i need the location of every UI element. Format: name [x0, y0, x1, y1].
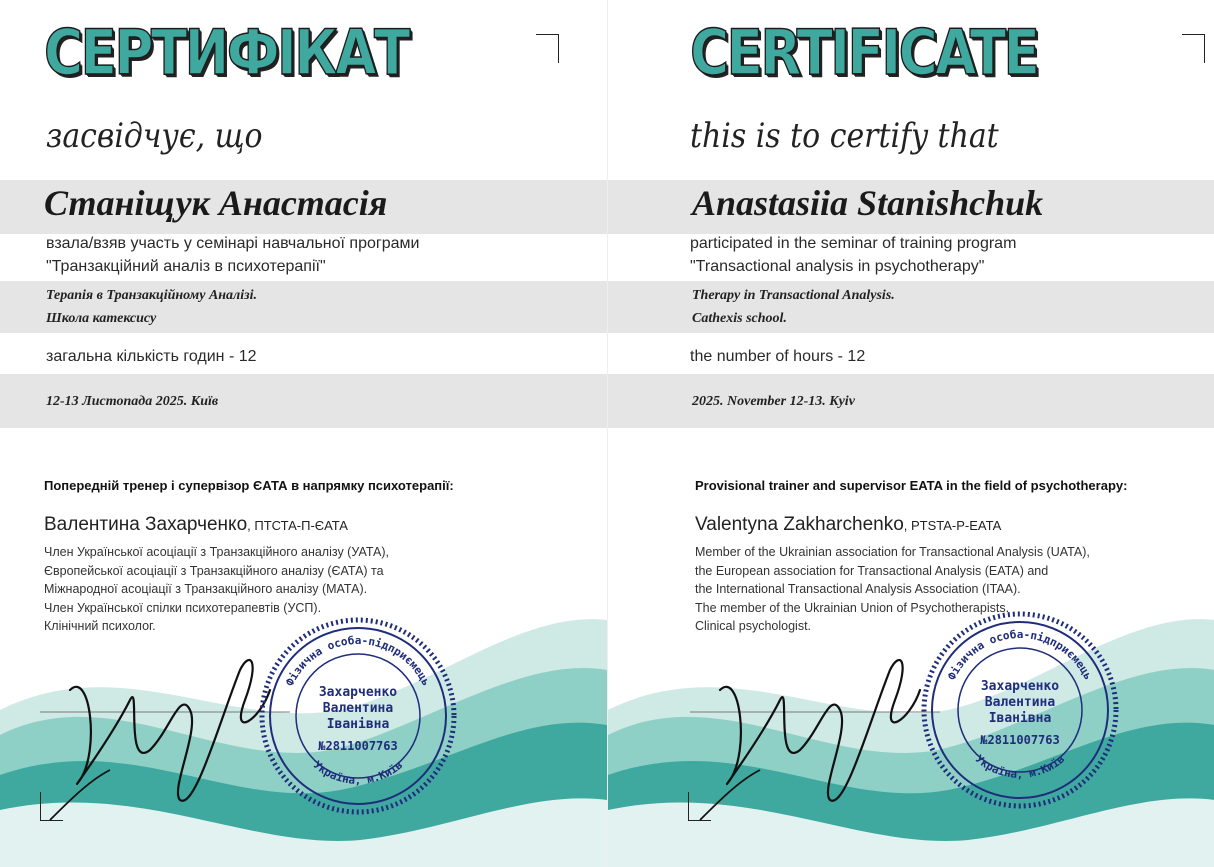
trainer-name: Valentyna Zakharchenko	[695, 514, 904, 535]
certificate-title: CERTIFICATE	[690, 16, 1038, 89]
stamp-number: №2811007763	[980, 733, 1060, 747]
bio-line: Європейської асоціації з Транзакційного аналізу (ЄАТА) та	[44, 563, 384, 578]
participation-line: взала/взяв участь у семінарі навчальної програми	[46, 235, 420, 252]
stamp-ring-top: Фізична особа-підприємець	[945, 628, 1095, 683]
stamp-number: №2811007763	[318, 739, 398, 753]
certify-subtitle: засвідчує, що	[46, 116, 263, 156]
certificate-title: СЕРТИФІКАТ	[44, 16, 408, 89]
stamp-patronymic: Іванівна	[988, 711, 1052, 726]
bio-line: Член Української спілки психотерапевтів (УСП).	[44, 600, 322, 615]
bio-line: Міжнародної асоціації з Транзакційного аналізу (МАТА).	[44, 582, 368, 596]
stamp-firstname: Валентина	[322, 701, 394, 716]
program-name: "Transactional analysis in psychotherapy"	[690, 258, 985, 275]
bio-line: the International Transactional Analysis Association (ITAA).	[695, 582, 1021, 596]
date-place: 12-13 Листопада 2025. Київ	[46, 394, 219, 409]
trainer-name: Валентина Захарченко	[44, 514, 248, 535]
corner-mark-icon	[1182, 34, 1205, 63]
trainer-heading: Provisional trainer and supervisor EATA in the field of psychotherapy:	[695, 478, 1128, 493]
stamp-surname: Захарченко	[318, 685, 398, 700]
bio-line: Clinical psychologist.	[695, 619, 812, 633]
svg-text:Фізична особа-підприємець	[283, 634, 433, 688]
svg-text:Україна, м.Київ	[311, 758, 405, 786]
stamp-patronymic: Іванівна	[326, 717, 390, 732]
bio-line: Member of the Ukrainian association for Transactional Analysis (UATA),	[695, 545, 1090, 559]
trainer-name-line	[44, 514, 348, 536]
trainer-credential: , ПТСТА-П-ЄАТА	[247, 518, 348, 533]
bio-line: the European association for Transactional Analysis (EATA) and	[695, 563, 1049, 578]
certify-subtitle: this is to certify that	[690, 116, 999, 156]
corner-mark-icon	[536, 34, 559, 63]
seminar-school: Школа катексису	[46, 311, 157, 326]
trainer-name-line	[695, 514, 1001, 536]
round-stamp-icon	[920, 610, 1120, 810]
seminar-school: Cathexis school.	[692, 311, 787, 326]
stamp-ring-bottom: Україна, м.Київ	[310, 758, 406, 787]
stamp-ring-bottom: Україна, м.Київ	[972, 752, 1068, 781]
round-stamp-icon	[258, 616, 458, 816]
certificate-english	[607, 0, 1214, 867]
hours-line: the number of hours - 12	[690, 348, 866, 365]
date-place: 2025. November 12-13. Kyiv	[692, 394, 855, 409]
stamp-surname: Захарченко	[980, 679, 1060, 694]
bio-line: Член Української асоціації з Транзакційного аналізу (УАТА),	[44, 545, 390, 559]
bio-line: The member of the Ukrainian Union of Psychotherapists.	[695, 600, 1010, 615]
signature-icon	[680, 630, 950, 840]
trainer-credential: , PTSTA-P-EATA	[903, 518, 1002, 533]
hours-line: загальна кількість годин - 12	[46, 348, 257, 365]
recipient-name: Anastasiia Stanishchuk	[692, 183, 1044, 223]
trainer-heading: Попередній тренер і супервізор ЄАТА в напрямку психотерапії:	[44, 478, 454, 493]
program-name: "Транзакційний аналіз в психотерапії"	[46, 258, 326, 275]
recipient-name: Станіщук Анастасія	[44, 183, 388, 223]
stamp-firstname: Валентина	[984, 695, 1056, 710]
seminar-title: Терапія в Транзакційному Аналізі.	[46, 288, 257, 303]
svg-text:Україна, м.Київ	[973, 752, 1067, 780]
stamp-ring-top: Фізична особа-підприємець	[283, 634, 433, 689]
bio-line: Клінічний психолог.	[44, 619, 156, 633]
participation-line: participated in the seminar of training program	[690, 235, 1017, 252]
seminar-title: Therapy in Transactional Analysis.	[692, 288, 895, 303]
svg-text:Фізична особа-підприємець	[945, 628, 1095, 682]
